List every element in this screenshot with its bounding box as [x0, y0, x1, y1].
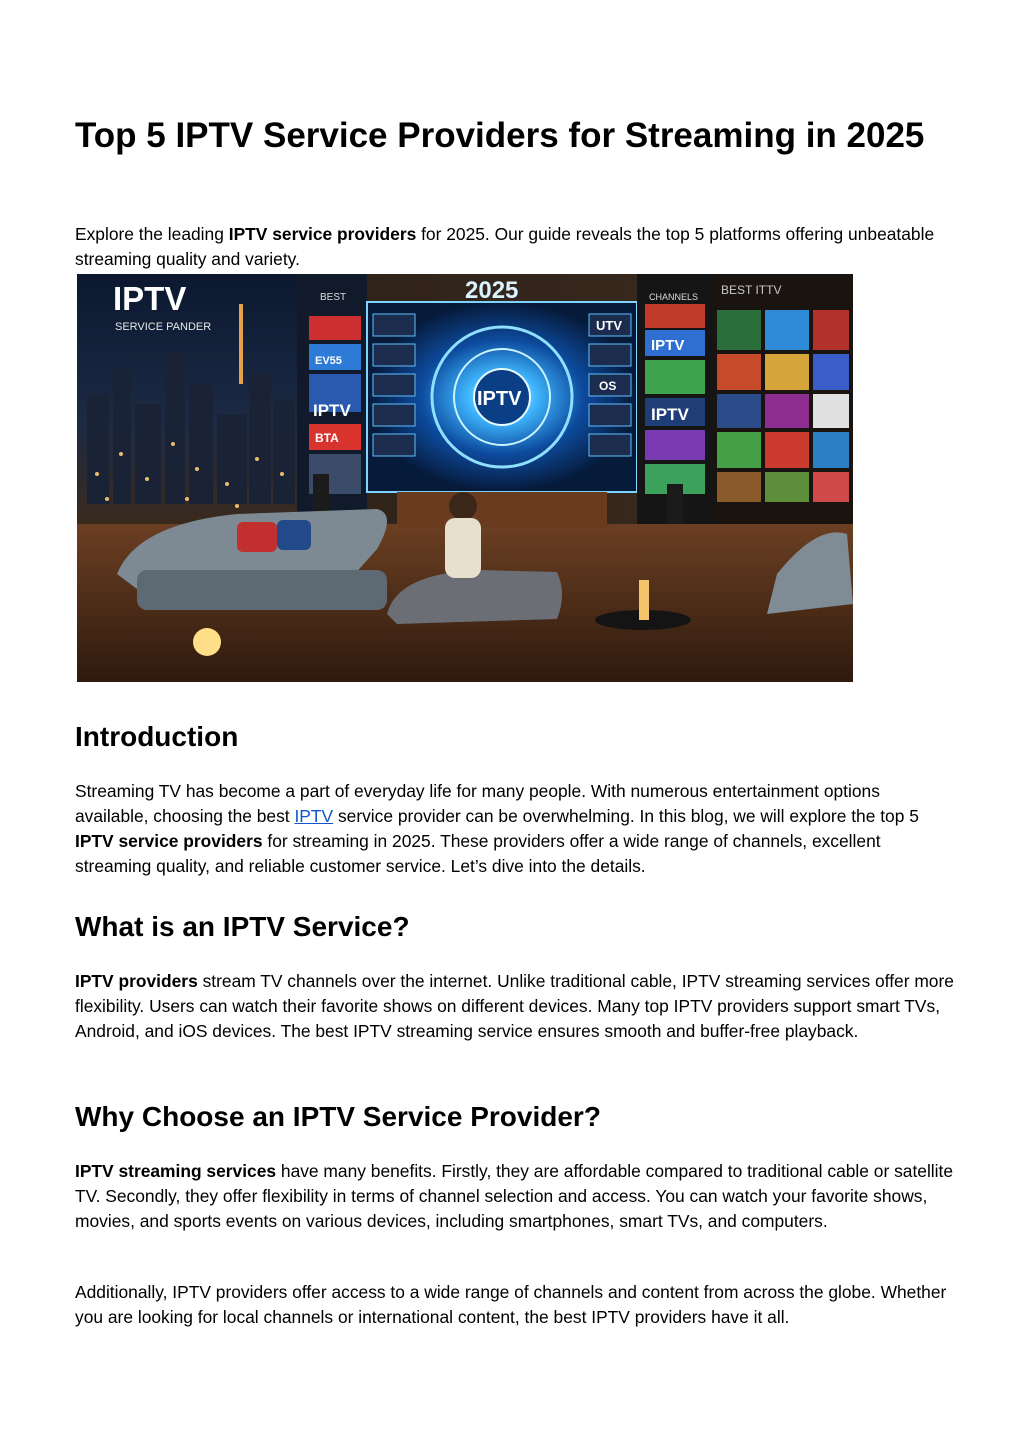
hero-image	[77, 274, 853, 682]
section-heading-why-choose: Why Choose an IPTV Service Provider?	[75, 1101, 601, 1132]
hero-best-right-text: BEST ITTV	[721, 283, 782, 297]
hero-right-tag-1: IPTV	[651, 337, 685, 354]
introduction-bold-keyword: IPTV service providers	[75, 831, 263, 851]
why-choose-bold-keyword: IPTV streaming services	[75, 1161, 277, 1181]
hero-year-text: 2025	[465, 277, 519, 304]
why-choose-paragraph-2: Additionally, IPTV providers offer access to a wide range of channels and content from across the globe. Whether you are looking for local channels or international content, the best IPTV providers have it all.	[75, 1282, 947, 1327]
introduction-text-2: service provider can be overwhelming. In this blog, we will explore the top 5	[333, 806, 919, 826]
hero-os-text: OS	[599, 379, 617, 393]
hero-center-text: IPTV	[477, 388, 522, 410]
lead-text-end: for 2025. Our guide reveals the top 5 platforms offering unbeatable streaming quality and variety.	[75, 224, 935, 269]
lead-text-start: Explore the leading	[75, 224, 229, 244]
hero-utv-text: UTV	[596, 318, 622, 333]
hero-brand-text: IPTV	[113, 280, 187, 317]
hero-left-panel-text-2: IPTV	[313, 401, 351, 420]
what-is-text: stream TV channels over the internet. Unlike traditional cable, IPTV streaming services offer more flexibility. Users can watch their favorite shows on different devices. Many top IPTV providers support smart TVs, Android, and iOS devices. The best IPTV streaming service ensures smooth and buffer-free playback.	[75, 971, 954, 1041]
section-heading-what-is: What is an IPTV Service?	[75, 911, 410, 942]
hero-brand-subtext: SERVICE PANDER	[115, 321, 212, 333]
introduction-paragraph	[75, 779, 955, 879]
what-is-bold-keyword: IPTV providers	[75, 971, 198, 991]
what-is-paragraph	[75, 969, 955, 1044]
hero-left-panel-text-1: EV55	[315, 355, 342, 367]
hero-left-panel-text-3: BTA	[315, 431, 339, 445]
page-title: Top 5 IPTV Service Providers for Streaming in 2025	[75, 116, 925, 155]
introduction-text-3: for streaming in 2025. These providers offer a wide range of channels, excellent streaming quality, and reliable customer service. Let’s dive into the details.	[75, 831, 881, 876]
hero-right-tag-2: IPTV	[651, 405, 689, 424]
section-heading-introduction: Introduction	[75, 721, 239, 752]
iptv-link[interactable]: IPTV	[294, 806, 334, 826]
why-choose-text-1: have many benefits. Firstly, they are affordable compared to traditional cable or satellite TV. Secondly, they offer flexibility in terms of channel selection and access. You can watch your favorite shows, movies, and sports events on various devices, including smartphones, smart TVs, and computers.	[75, 1161, 954, 1231]
lead-paragraph	[75, 222, 955, 272]
introduction-text-1: Streaming TV has become a part of everyday life for many people. With numerous entertainment options available, choosing the best	[75, 781, 880, 826]
hero-best-left-text: BEST	[320, 292, 347, 303]
why-choose-paragraph-1	[75, 1159, 955, 1234]
hero-channels-text: CHANNELS	[649, 292, 699, 302]
lead-bold-keyword: IPTV service providers	[228, 224, 417, 244]
